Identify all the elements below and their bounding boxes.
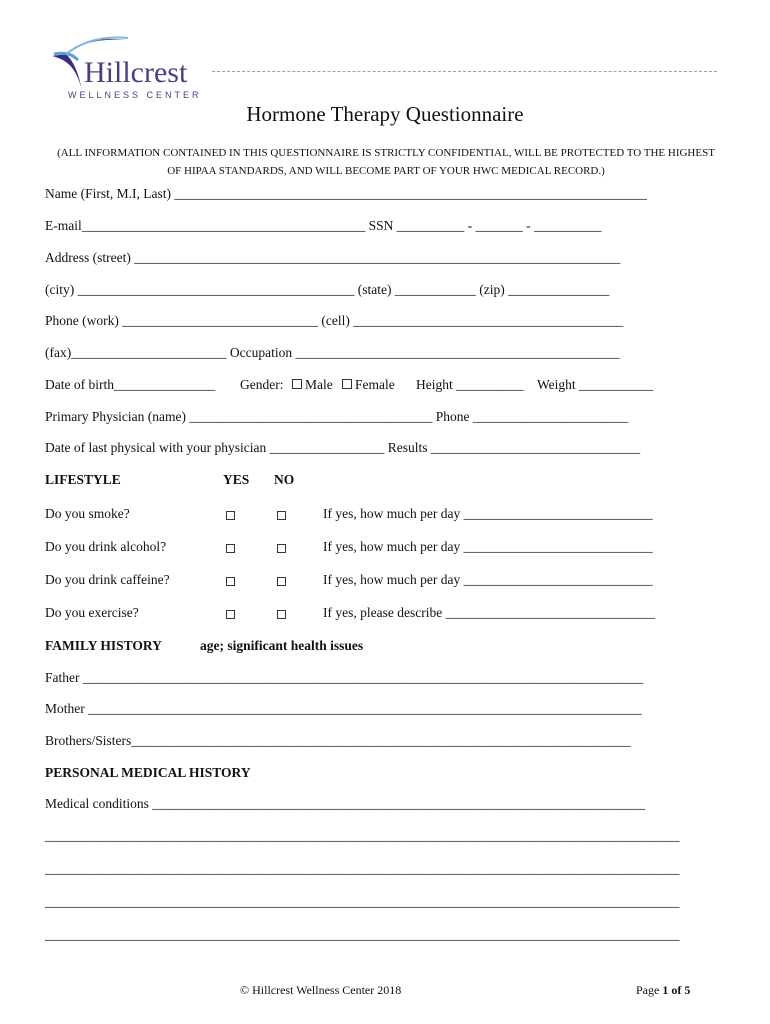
hillcrest-logo xyxy=(48,34,208,104)
phone-field[interactable]: Phone (work) _____________________________ (cell) ________________________________________ xyxy=(45,313,624,328)
height-field[interactable]: Height __________ xyxy=(416,377,524,392)
lifestyle-heading: LIFESTYLE xyxy=(45,472,121,487)
page-title: Hormone Therapy Questionnaire xyxy=(246,102,524,126)
alcohol-no-checkbox[interactable] xyxy=(277,544,286,553)
family-history-heading: FAMILY HISTORY xyxy=(45,638,162,653)
smoke-no-checkbox[interactable] xyxy=(277,511,286,520)
caffeine-yes-checkbox[interactable] xyxy=(226,577,235,586)
question-caffeine: Do you drink caffeine? xyxy=(45,572,170,587)
gender-label: Gender: xyxy=(240,377,284,392)
smoke-yes-checkbox[interactable] xyxy=(226,511,235,520)
caffeine-follow-up-field[interactable]: If yes, how much per day ____________________________ xyxy=(323,572,653,587)
question-alcohol: Do you drink alcohol? xyxy=(45,539,167,554)
name-field[interactable]: Name (First, M.I, Last) ______________________________________________________________________ xyxy=(45,186,647,201)
copyright-notice: © Hillcrest Wellness Center 2018 xyxy=(240,983,402,997)
question-smoke: Do you smoke? xyxy=(45,506,130,521)
dob-field[interactable]: Date of birth_______________ xyxy=(45,377,216,392)
city-state-zip-field[interactable]: (city) _________________________________________ (state) ____________ (zip) _______________ xyxy=(45,282,610,297)
family-history-subheading: age; significant health issues xyxy=(200,638,364,653)
medical-conditions-line[interactable]: ______________________________________________________________________________________________ xyxy=(45,894,680,909)
weight-field[interactable]: Weight ___________ xyxy=(537,377,654,392)
gender-male-option[interactable]: Male xyxy=(292,377,333,393)
last-physical-field[interactable]: Date of last physical with your physician _________________ Results _______________________________ xyxy=(45,440,641,455)
question-exercise: Do you exercise? xyxy=(45,605,139,620)
header-divider xyxy=(212,71,717,72)
email-ssn-field[interactable]: E-mail__________________________________________ SSN __________ - _______ - __________ xyxy=(45,218,602,233)
fax-occupation-field[interactable]: (fax)_______________________ Occupation ________________________________________________ xyxy=(45,345,620,360)
medical-conditions-line[interactable]: ______________________________________________________________________________________________ xyxy=(45,861,680,876)
medical-conditions-field[interactable]: Medical conditions _________________________________________________________________________ xyxy=(45,796,645,811)
smoke-follow-up-field[interactable]: If yes, how much per day ____________________________ xyxy=(323,506,653,521)
exercise-yes-checkbox[interactable] xyxy=(226,610,235,619)
gender-female-option[interactable]: Female xyxy=(342,377,395,393)
medical-history-heading: PERSONAL MEDICAL HISTORY xyxy=(45,765,251,780)
checkbox-icon[interactable] xyxy=(292,379,302,389)
exercise-no-checkbox[interactable] xyxy=(277,610,286,619)
no-column-header: NO xyxy=(274,472,295,487)
medical-conditions-line[interactable]: ______________________________________________________________________________________________ xyxy=(45,927,680,942)
caffeine-no-checkbox[interactable] xyxy=(277,577,286,586)
address-field[interactable]: Address (street) ________________________________________________________________________ xyxy=(45,250,621,265)
alcohol-follow-up-field[interactable]: If yes, how much per day ____________________________ xyxy=(323,539,653,554)
siblings-field[interactable]: Brothers/Sisters__________________________________________________________________________ xyxy=(45,733,631,748)
brand-subtitle: WELLNESS CENTER xyxy=(68,90,202,100)
page-indicator: Page 1 of 5 xyxy=(636,983,691,997)
physician-field[interactable]: Primary Physician (name) ____________________________________ Phone _______________________ xyxy=(45,409,629,424)
confidentiality-notice: (ALL INFORMATION CONTAINED IN THIS QUESTIONNAIRE IS STRICTLY CONFIDENTIAL, WILL BE PROTECTED TO THE HIGHEST OF HIPAA STANDARDS, AND WILL BECOME PART OF YOUR HWC MEDICAL RECORD.) xyxy=(57,147,715,177)
medical-conditions-line[interactable]: ______________________________________________________________________________________________ xyxy=(45,828,680,843)
mother-field[interactable]: Mother __________________________________________________________________________________ xyxy=(45,701,642,716)
yes-column-header: YES xyxy=(223,472,250,487)
checkbox-icon[interactable] xyxy=(342,379,352,389)
father-field[interactable]: Father ___________________________________________________________________________________ xyxy=(45,670,644,685)
alcohol-yes-checkbox[interactable] xyxy=(226,544,235,553)
exercise-follow-up-field[interactable]: If yes, please describe _______________________________ xyxy=(323,605,655,620)
brand-name: Hillcrest xyxy=(84,56,188,89)
